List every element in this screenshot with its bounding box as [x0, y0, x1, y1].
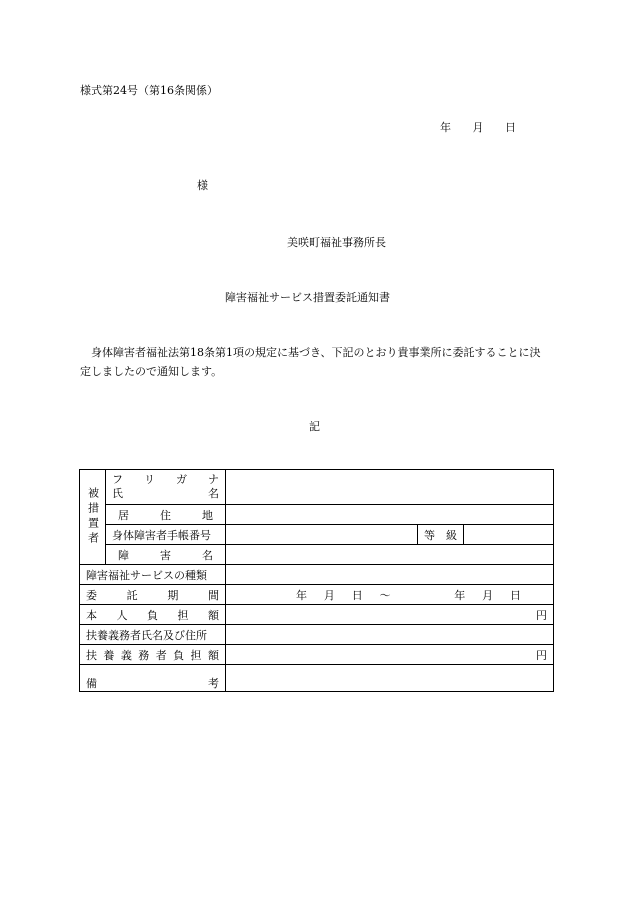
- table-row: [80, 625, 554, 645]
- ki-marker: 記: [309, 420, 320, 433]
- grade-value[interactable]: [464, 525, 554, 545]
- grade-label: 等 級: [418, 525, 464, 545]
- document-title: 障害福祉サービス措置委託通知書: [225, 291, 390, 304]
- date-line: 年 月 日: [440, 121, 516, 134]
- furigana-label: フ リ ガ ナ: [112, 473, 219, 486]
- handbook-label: 身体障害者手帳番号: [106, 525, 226, 545]
- table-row: [80, 665, 554, 692]
- service-type-value[interactable]: [226, 565, 554, 585]
- table-row: [80, 605, 554, 625]
- table-row: [80, 565, 554, 585]
- body-text: 身体障害者福祉法第18条第1項の規定に基づき、下記のとおり貴事業所に委託することに決定しましたので通知します。: [80, 346, 541, 378]
- table-row: [80, 645, 554, 665]
- form-number: 様式第24号（第16条関係）: [80, 84, 218, 97]
- handbook-value[interactable]: [226, 525, 418, 545]
- self-burden-value[interactable]: 円: [226, 605, 554, 625]
- name-label: 氏 名: [112, 487, 219, 500]
- address-value[interactable]: [226, 505, 554, 525]
- remarks-label: 備 考: [80, 665, 226, 692]
- name-value[interactable]: [226, 470, 554, 505]
- table-row: [80, 585, 554, 605]
- disability-label: 障 害 名: [106, 545, 226, 565]
- guardian-burden-label: 扶 養 義 務 者 負 担 額: [80, 645, 226, 665]
- guardian-burden-value[interactable]: 円: [226, 645, 554, 665]
- disability-value[interactable]: [226, 545, 554, 565]
- table-row: [80, 545, 554, 565]
- remarks-value[interactable]: [226, 665, 554, 692]
- table-row: [80, 525, 554, 545]
- service-type-label: 障害福祉サービスの種類: [80, 565, 226, 585]
- self-burden-label: 本 人 負 担 額: [80, 605, 226, 625]
- furigana-name-label: [106, 470, 226, 505]
- form-table: [79, 469, 554, 692]
- issuer: 美咲町福祉事務所長: [287, 236, 386, 249]
- period-value[interactable]: 年 月 日 ～ 年 月 日: [226, 585, 554, 605]
- table-row: [80, 470, 554, 505]
- table-row: [80, 505, 554, 525]
- period-label: 委 託 期 間: [80, 585, 226, 605]
- guardian-info-label: 扶養義務者氏名及び住所: [80, 625, 226, 645]
- addressee-suffix: 様: [197, 179, 208, 192]
- guardian-info-value[interactable]: [226, 625, 554, 645]
- address-label: 居 住 地: [106, 505, 226, 525]
- group-label: 被措置者: [80, 470, 106, 565]
